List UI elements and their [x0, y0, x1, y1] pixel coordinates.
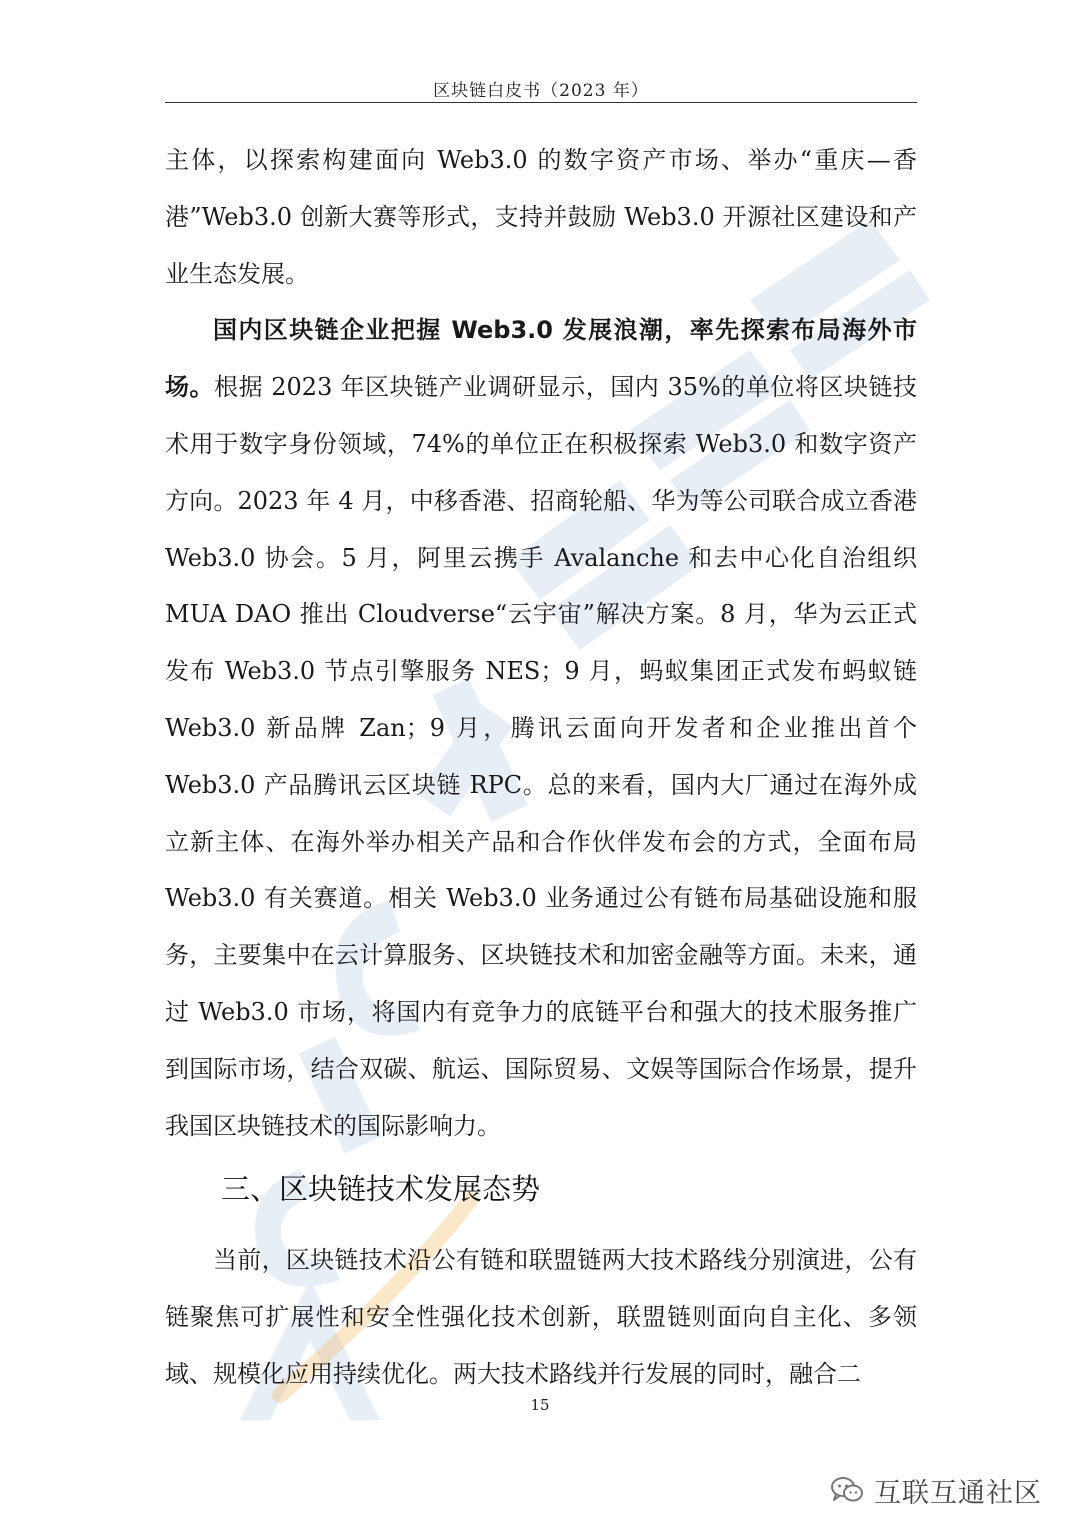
wechat-icon — [830, 1476, 864, 1504]
paragraph-2-lead: 国内区块链企业把握 Web3.0 发展浪潮，率先探索布局海外市场。 — [165, 316, 917, 402]
paragraph-1: 主体，以探索构建面向 Web3.0 的数字资产市场、举办“重庆—香港”Web3.0 创新大赛等形式，支持并鼓励 Web3.0 开源社区建设和产业生态发展。 — [165, 146, 917, 288]
paragraph-2-text: 根据 2023 年区块链产业调研显示，国内 35%的单位将区块链技术用于数字身份领域，74%的单位正在积极探索 Web3.0 和数字资产方向。2023 年 4 月，中移香港、招商轮船、华为等公司联合成立香港 Web3.0 协会。5 月，阿里云携手 Avalanche 和去中心化自治组织 MUA DAO 推出 Cloudverse“云宇宙”解决方案。8 月，华为云正式发布 Web3.0 节点引擎服务 NES；9 月，蚂蚁集团正式发布蚂蚁链 Web3.0 新品牌 Zan；9 月，腾讯云面向开发者和企业推出首个 Web3.0 产品腾讯云区块链 RPC。总的来看，国内大厂通过在海外成立新主体、在海外举办相关产品和合作伙伴发布会的方式，全面布局 Web3.0 有关赛道。相关 Web3.0 业务通过公有链布局基础设施和服务，主要集中在云计算服务、区块链技术和加密金融等方面。未来，通过 Web3.0 市场，将国内有竞争力的底链平台和强大的技术服务推广到国际市场，结合双碳、航运、国际贸易、文娱等国际合作场景，提升我国区块链技术的国际影响力。 — [165, 373, 918, 1140]
brand-label: 互联互通社区 — [874, 1477, 1042, 1509]
page-number: 15 — [530, 1396, 550, 1414]
section-title: 三、区块链技术发展态势 — [221, 1172, 541, 1207]
paragraph-2 — [165, 302, 917, 1154]
header-divider — [165, 102, 917, 103]
paragraph-3: 当前，区块链技术沿公有链和联盟链两大技术路线分别演进，公有链聚焦可扩展性和安全性强化技术创新，联盟链则面向自主化、多领域、规模化应用持续优化。两大技术路线并行发展的同时，融合二 — [165, 1246, 917, 1388]
brand-watermark — [830, 1470, 1042, 1510]
page-body — [165, 132, 917, 1403]
running-header: 区块链白皮书（2023 年） — [433, 81, 649, 101]
